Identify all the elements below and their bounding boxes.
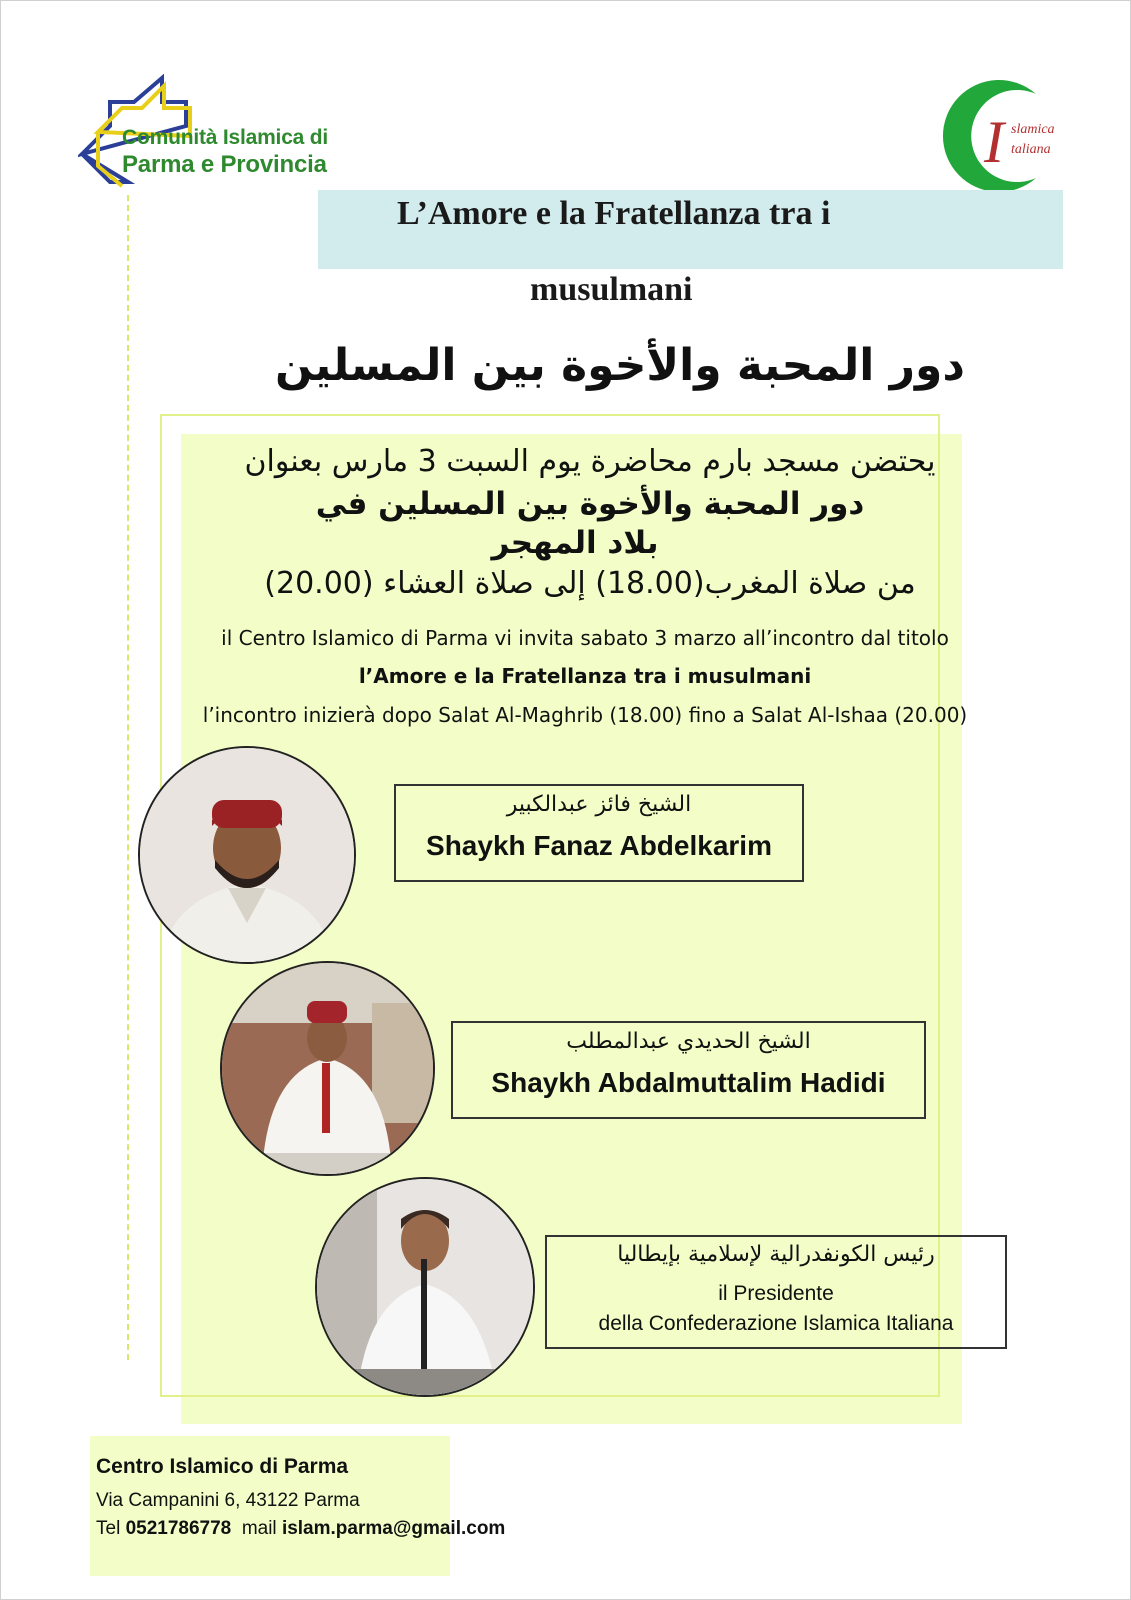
logo-left-line1: Comunità Islamica di xyxy=(122,126,329,149)
speaker-3-photo xyxy=(315,1177,535,1397)
announcement-arabic-line2: دور المحبة والأخوة بين المسلين في xyxy=(315,486,865,522)
logo-left-line2: Parma e Provincia xyxy=(122,151,327,178)
speaker-1-namebox xyxy=(394,784,804,882)
speaker-1-photo xyxy=(138,746,356,964)
speaker-2-namebox xyxy=(451,1021,926,1119)
announcement-italian-line2: l’Amore e la Fratellanza tra i musulmani xyxy=(358,664,812,688)
speaker-3-namebox xyxy=(545,1235,1007,1349)
logo-islamica-italiana xyxy=(928,80,1058,195)
speaker-2-photo xyxy=(220,961,435,1176)
footer-mail-label: mail xyxy=(241,1518,277,1539)
announcement-arabic-line4: من صلاة المغرب(18.00) إلى صلاة العشاء (20.00) xyxy=(264,566,916,601)
speaker-3-role-line2: della Confederazione Islamica Italiana xyxy=(598,1312,954,1335)
title-italian-line2: musulmani xyxy=(530,271,693,308)
title-italian-line1: L’Amore e la Fratellanza tra i xyxy=(397,195,831,232)
speaker-1-name: Shaykh Fanaz Abdelkarim xyxy=(426,830,772,861)
footer-tel: 0521786778 xyxy=(125,1518,232,1539)
svg-text:I: I xyxy=(984,109,1004,175)
announcement-italian-line1: il Centro Islamico di Parma vi invita sabato 3 marzo all’incontro dal titolo xyxy=(221,626,949,650)
dashed-divider xyxy=(127,195,129,1360)
footer-email[interactable]: islam.parma@gmail.com xyxy=(281,1518,506,1539)
speaker-3-role-line1: il Presidente xyxy=(718,1282,834,1305)
footer-contact xyxy=(96,1518,505,1540)
title-arabic: دور المحبة والأخوة بين المسلين xyxy=(275,340,965,391)
footer-address: Via Campanini 6, 43122 Parma xyxy=(96,1490,360,1511)
speaker-2-arabic: الشيخ الحديدي عبدالمطلب xyxy=(566,1029,811,1054)
logo-right-line2: taliana xyxy=(1011,142,1051,157)
announcement-arabic-line1: يحتضن مسجد بارم محاضرة يوم السبت 3 مارس بعنوان xyxy=(244,444,936,479)
speaker-1-arabic: الشيخ فائز عبدالكبير xyxy=(506,792,692,817)
logo-right-line1: slamica xyxy=(1011,122,1055,137)
footer-org: Centro Islamico di Parma xyxy=(96,1455,349,1478)
footer-tel-label: Tel xyxy=(96,1518,121,1539)
logo-comunita-islamica xyxy=(78,74,358,194)
speaker-2-name: Shaykh Abdalmuttalim Hadidi xyxy=(491,1067,886,1098)
announcement-arabic-line3: بلاد المهجر xyxy=(491,525,659,561)
announcement-italian-line3: l’incontro inizierà dopo Salat Al-Maghrib (18.00) fino a Salat Al-Ishaa (20.00) xyxy=(202,703,968,727)
speaker-3-arabic: رئيس الكونفدرالية لإسلامية بإيطاليا xyxy=(617,1242,935,1267)
